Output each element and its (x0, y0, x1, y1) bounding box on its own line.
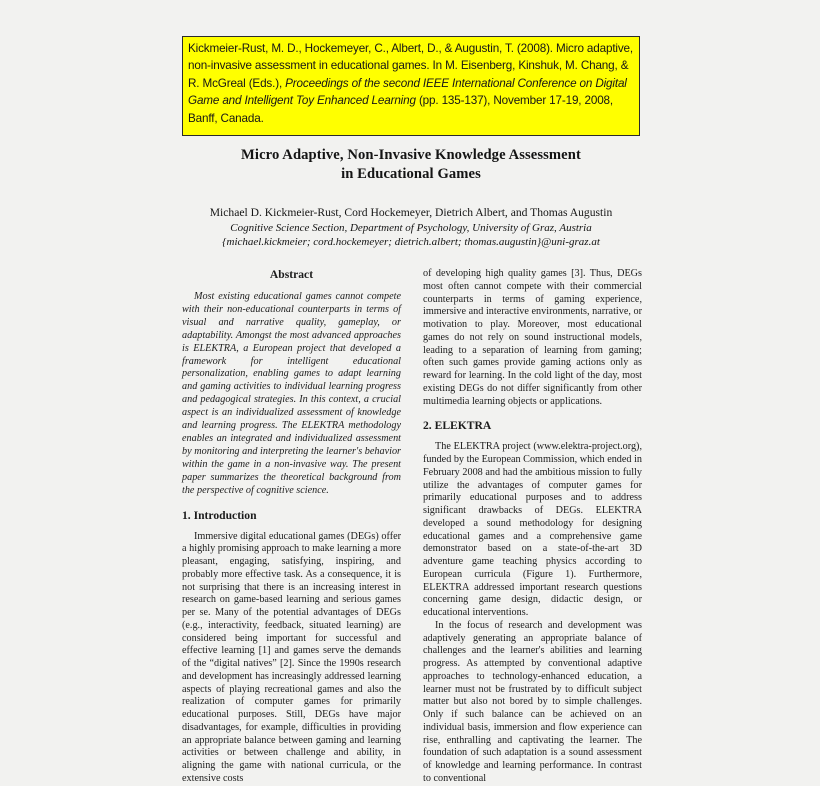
section-heading-elektra: 2. ELEKTRA (423, 419, 492, 433)
column-left (182, 268, 401, 786)
column-right (423, 268, 642, 786)
author-affiliation: Cognitive Science Section, Department of Psychology, University of Graz, Austria (230, 221, 592, 234)
author-emails: {michael.kickmeier; cord.hockemeyer; dietrich.albert; thomas.augustin}@uni-graz.at (222, 236, 600, 249)
section-heading-introduction: 1. Introduction (182, 508, 257, 522)
introduction-continuation-paragraph: of developing high quality games [3]. Thus, DEGs most often cannot compete with their commercial counterparts in terms of gaming experience, immersive and interactive environments, narrative, or motivation to play. Moreover, most educational games do not rely on sound instructional models, leading to a separation of learning from gaming; often such games provide gaming actions only as reward for learning. In the cold light of the day, most existing DEGs do not differ significantly from other multimedia learning objects or applications. (423, 268, 642, 407)
author-block (182, 206, 640, 250)
elektra-paragraph-1: The ELEKTRA project (www.elektra-project.org), funded by the European Commission, which ended in February 2008 and had the ambitious mission to fully utilize the advantages of computer games for primarily educational purposes and to address significant drawbacks of DEGs. ELEKTRA developed a sound methodology for designing educational games and a comprehensive game demonstrator based on a state-of-the-art 3D adventure game teaching physics according to European curricula (Figure 1). Furthermore, ELEKTRA addressed important research questions concerning game design, didactic design, or educational interventions. (423, 441, 642, 618)
citation-text-part2: (pp. 135-137), November 17-19, 2008, Banff, Canada. (188, 94, 613, 125)
citation-text-part1: Kickmeier-Rust, M. D., Hockemeyer, C., Albert, D., & Augustin, T. (2008). Micro adaptive, non-invasive assessment in educational games. In M. Eisenberg, Kinshuk, M. Chang, & R. McGreal (Eds.), (188, 42, 634, 90)
author-names: Michael D. Kickmeier-Rust, Cord Hockemeyer, Dietrich Albert, and Thomas Augustin (209, 206, 613, 219)
citation-proceedings-title: Proceedings of the second IEEE International Conference on Digital Game and Intelligent Toy Enhanced Learning (188, 76, 627, 108)
paper-title-line-1: Micro Adaptive, Non-Invasive Knowledge Assessment (241, 147, 581, 163)
abstract-heading: Abstract (269, 268, 314, 281)
paper-title-line-2: in Educational Games (341, 166, 481, 182)
abstract-paragraph: Most existing educational games cannot compete with their non-educational counterparts in terms of visual and narrative quality, gameplay, or adaptability. Amongst the most advanced approaches is ELEKTRA, a European project that developed a framework for intelligent educational personalization, enabling games to adapt learning and gaming activities to individual learning progress and pedagogical strategies. In this context, a crucial aspect is an individualized assessment of knowledge and learning progress. The ELEKTRA methodology enables an integrated and individualized assessment by monitoring and interpreting the learner's behavior within the game in a non-invasive way. The present paper summarizes the theoretical background from the perspective of cognitive science. (182, 291, 401, 496)
introduction-paragraph-1: Immersive digital educational games (DEGs) offer a highly promising approach to make learning a more pleasant, engaging, satisfying, inspiring, and probably more effective task. As a consequence, it is not surprising that there is an increasing interest in research on game-based learning and serious games per se. Many of the potential advantages of DEGs (e.g., interactivity, feedback, situated learning) are considered being important for successful and effective learning [1] and games serve the demands of the “digital natives” [2]. Since the 1990s research and development has increasingly addressed learning aspects of playing recreational games and also the realization of computer games for primarily educational purposes. Still, DEGs have major disadvantages, for example, difficulties in providing an appropriate balance between gaming and learning activities or between challenge and ability, in aligning the game with national curricula, or the extensive costs (182, 530, 401, 784)
citation-banner (182, 36, 640, 136)
body-columns (182, 268, 642, 784)
page-title (182, 146, 640, 184)
elektra-paragraph-2: In the focus of research and development was adaptively generating an appropriate balance of challenges and the learner's abilities and learning progress. As attempted by conventional adaptive approaches to technology-enhanced education, a learner must not be frustrated by to difficult subject matter but also not bored by to simple challenges. Only if such balance can be achieved on an individual basis, immersion and flow experience can rise, enthralling and captivating the learner. The foundation of such adaptation is a sound assessment of knowledge and learning performance. In contrast to conventional (423, 619, 642, 784)
